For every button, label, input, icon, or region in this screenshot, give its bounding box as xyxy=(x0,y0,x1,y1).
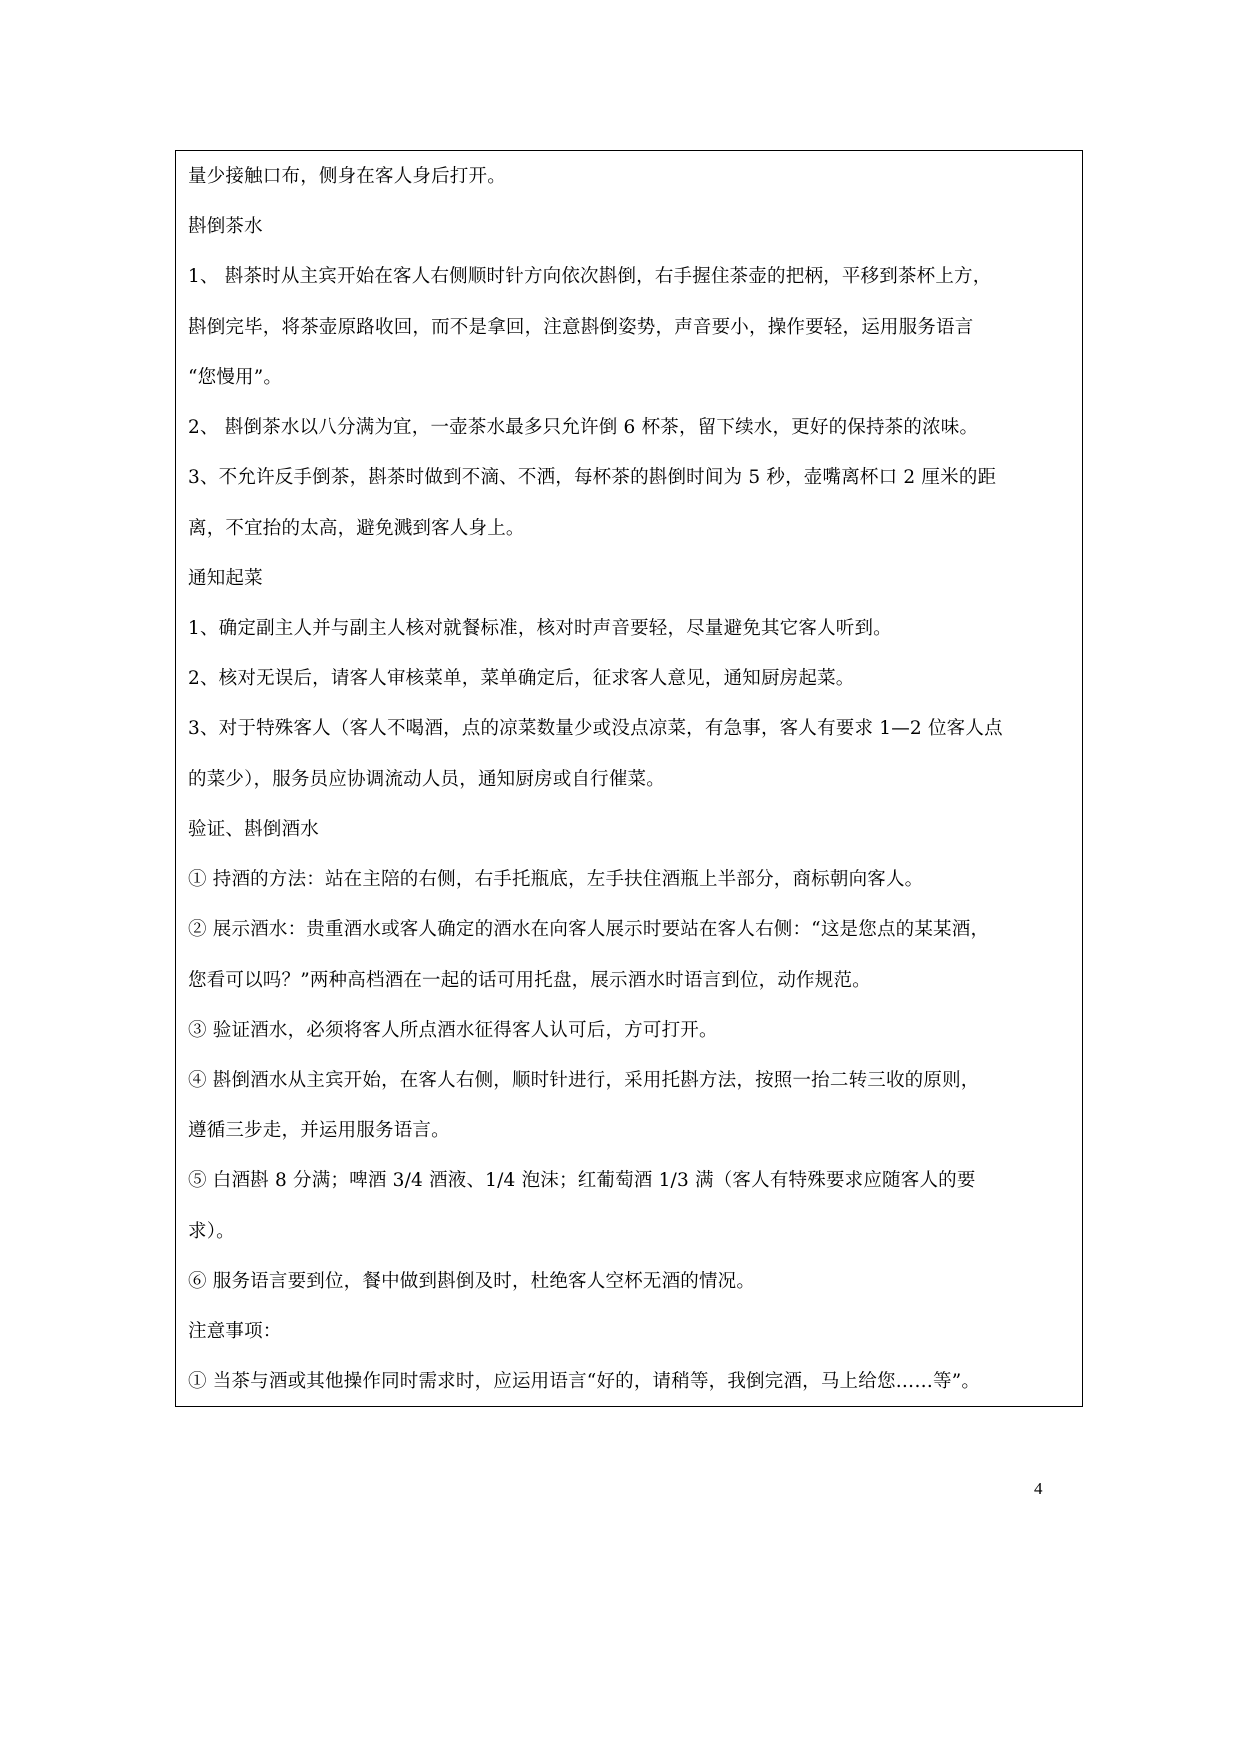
text-line: 3、不允许反手倒茶，斟茶时做到不滴、不洒，每杯茶的斟倒时间为 5 秒，壶嘴离杯口 2 厘米的距 xyxy=(188,467,997,488)
page-number: 4 xyxy=(1034,1479,1043,1498)
text-line: 的菜少），服务员应协调流动人员，通知厨房或自行催菜。 xyxy=(188,769,665,790)
text-line: ⑤ 白酒斟 8 分满；啤酒 3/4 酒液、1/4 泡沫；红葡萄酒 1/3 满（客人有特殊要求应随客人的要 xyxy=(188,1170,976,1191)
section-heading: 注意事项： xyxy=(188,1321,282,1342)
text-line: ① 当茶与酒或其他操作同时需求时，应运用语言“好的，请稍等，我倒完酒，马上给您……等”。 xyxy=(188,1371,981,1392)
text-line: ⑥ 服务语言要到位，餐中做到斟倒及时，杜绝客人空杯无酒的情况。 xyxy=(188,1271,756,1292)
text-line: 遵循三步走，并运用服务语言。 xyxy=(188,1120,450,1141)
text-line: 1、 斟茶时从主宾开始在客人右侧顺时针方向依次斟倒，右手握住茶壶的把柄，平移到茶杯上方， xyxy=(188,266,992,287)
text-line: ④ 斟倒酒水从主宾开始，在客人右侧，顺时针进行，采用托斟方法，按照一抬二转三收的原则， xyxy=(188,1070,980,1091)
section-heading: 验证、斟倒酒水 xyxy=(188,819,319,840)
section-heading: 通知起菜 xyxy=(188,568,263,589)
text-line: “您慢用”。 xyxy=(188,367,283,388)
text-line: 斟倒完毕，将茶壶原路收回，而不是拿回，注意斟倒姿势，声音要小，操作要轻，运用服务语言 xyxy=(188,317,974,338)
text-line: 2、 斟倒茶水以八分满为宜，一壶茶水最多只允许倒 6 杯茶，留下续水，更好的保持茶的浓味。 xyxy=(188,417,979,438)
text-line: ② 展示酒水：贵重酒水或客人确定的酒水在向客人展示时要站在客人右侧：“这是您点的某某酒， xyxy=(188,919,990,940)
text-line: 您看可以吗？”两种高档酒在一起的话可用托盘，展示酒水时语言到位，动作规范。 xyxy=(188,970,871,991)
text-line: ③ 验证酒水，必须将客人所点酒水征得客人认可后，方可打开。 xyxy=(188,1020,718,1041)
text-line: 1、确定副主人并与副主人核对就餐标准，核对时声音要轻，尽量避免其它客人听到。 xyxy=(188,618,892,639)
text-line: 离，不宜抬的太高，避免溅到客人身上。 xyxy=(188,518,525,539)
text-line: 量少接触口布，侧身在客人身后打开。 xyxy=(188,166,506,187)
text-line: 3、对于特殊客人（客人不喝酒，点的凉菜数量少或没点凉菜，有急事，客人有要求 1—2 位客人点 xyxy=(188,718,1003,739)
text-line: 求）。 xyxy=(188,1221,235,1242)
text-line: ① 持酒的方法：站在主陪的右侧，右手托瓶底，左手扶住酒瓶上半部分，商标朝向客人。 xyxy=(188,869,924,890)
text-line: 2、核对无误后，请客人审核菜单，菜单确定后，征求客人意见，通知厨房起菜。 xyxy=(188,668,855,689)
section-heading: 斟倒茶水 xyxy=(188,216,263,237)
